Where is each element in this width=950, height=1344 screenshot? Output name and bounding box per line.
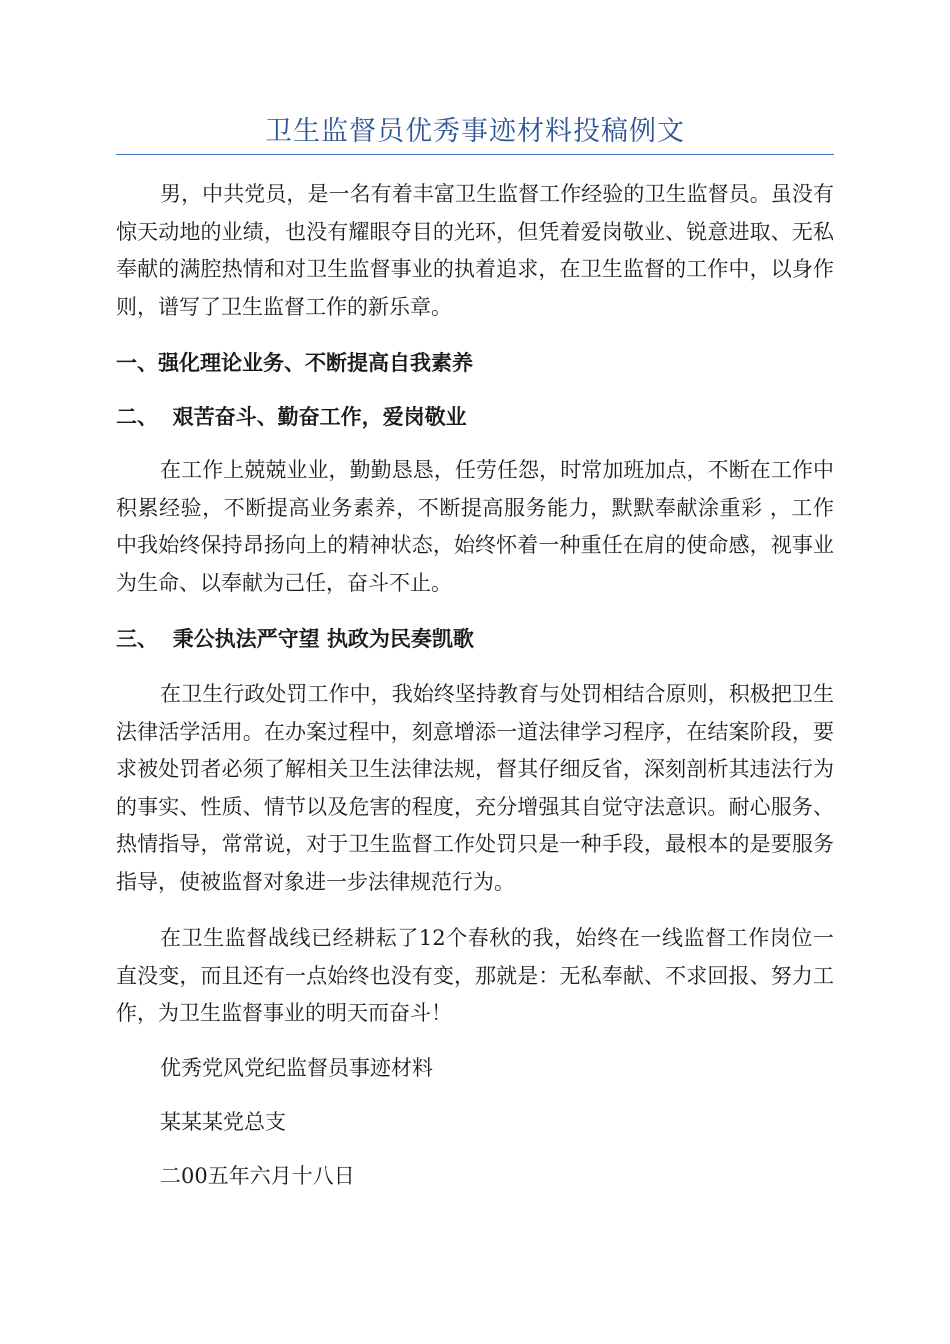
intro-paragraph: 男，中共党员，是一名有着丰富卫生监督工作经验的卫生监督员。虽没有惊天动地的业绩，也没有耀眼夺目的光环，但凭着爱岗敬业、锐意进取、无私奉献的满腔热情和对卫生监督事业的执着追求，在卫生监督的工作中，以身作则，谱写了卫生监督工作的新乐章。 (116, 182, 834, 319)
section-2-heading: 二、 艰苦奋斗、勤奋工作，爱岗敬业 (116, 405, 467, 429)
section-3-heading: 三、 秉公执法严守望 执政为民奏凯歌 (116, 627, 474, 651)
closing-organization: 某某某党总支 (160, 1110, 286, 1134)
section-1-heading: 一、强化理论业务、不断提高自我素养 (116, 351, 473, 375)
title-underline (116, 154, 834, 155)
section-2-paragraph: 在工作上兢兢业业，勤勤恳恳，任劳任怨，时常加班加点，不断在工作中积累经验，不断提高业务素养，不断提高服务能力，默默奉献涂重彩 ，工作中我始终保持昂扬向上的精神状态，始终怀着一种重任在肩的使命感，视事业为生命、以奉献为己任，奋斗不止。 (116, 458, 834, 595)
document-title: 卫生监督员优秀事迹材料投稿例文 (265, 116, 685, 147)
section-3-paragraph-1: 在卫生行政处罚工作中，我始终坚持教育与处罚相结合原则，积极把卫生法律活学活用。在办案过程中，刻意增添一道法律学习程序，在结案阶段，要求被处罚者必须了解相关卫生法律法规，督其仔细反省，深刻剖析其违法行为的事实、性质、情节以及危害的程度，充分增强其自觉守法意识。耐心服务、热情指导，常常说，对于卫生监督工作处罚只是一种手段，最根本的是要服务指导，使被监督对象进一步法律规范行为。 (116, 682, 834, 894)
section-3-paragraph-2: 在卫生监督战线已经耕耘了12个春秋的我，始终在一线监督工作岗位一直没变，而且还有一点始终也没有变，那就是：无私奉献、不求回报、努力工作，为卫生监督事业的明天而奋斗！ (116, 926, 834, 1025)
closing-date: 二00五年六月十八日 (160, 1164, 355, 1188)
closing-title: 优秀党风党纪监督员事迹材料 (160, 1056, 433, 1080)
